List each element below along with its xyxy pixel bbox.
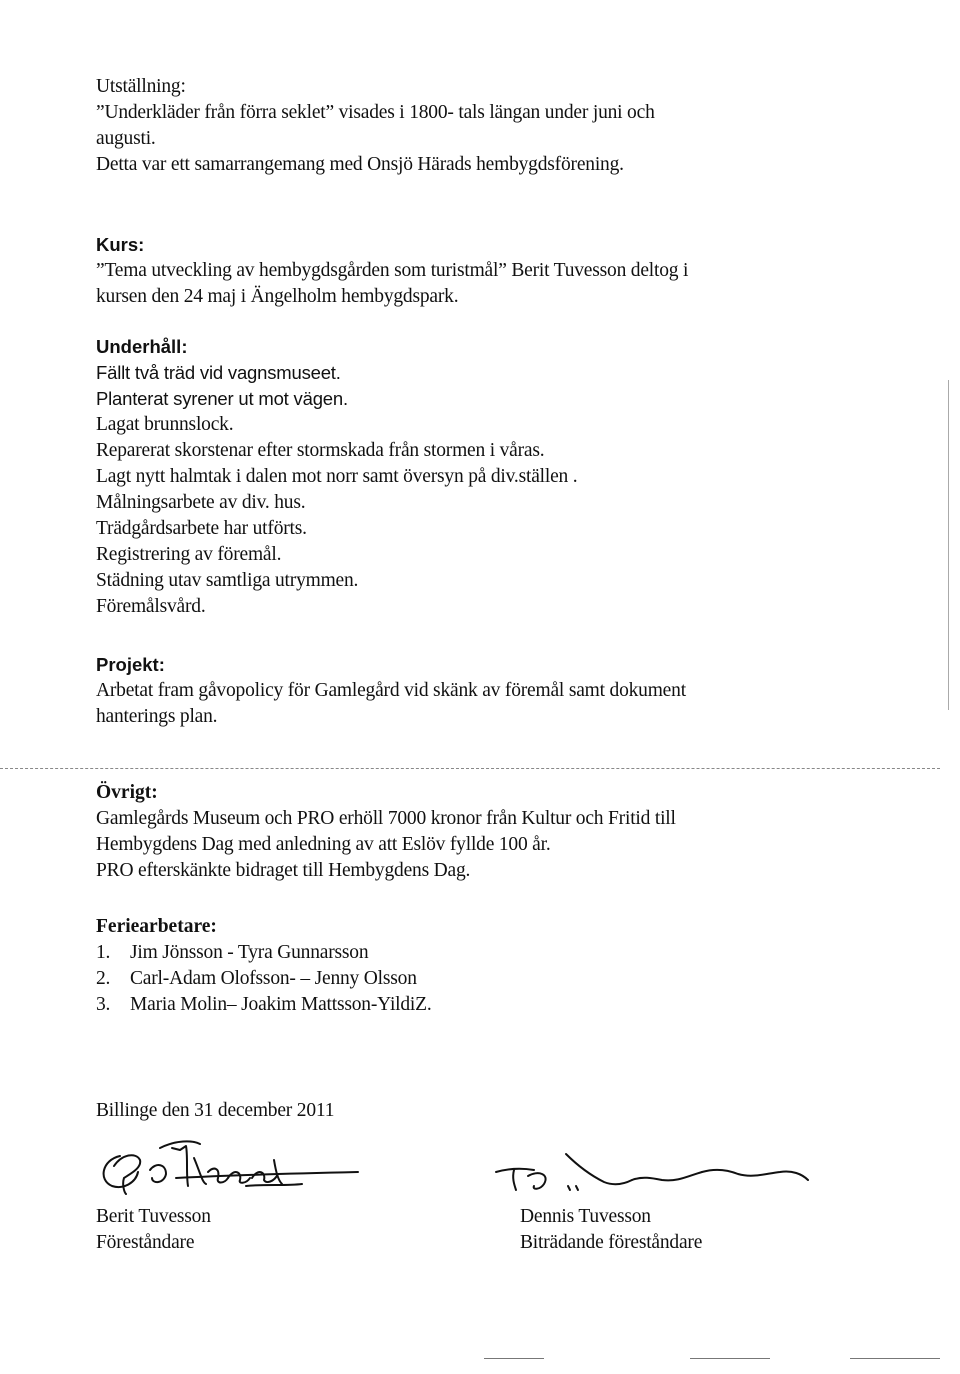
list-number: 2.	[96, 968, 111, 989]
project-heading: Projekt:	[96, 654, 165, 675]
maintenance-item: Föremålsvård.	[96, 596, 206, 617]
signatory-1-role: Föreståndare	[96, 1232, 195, 1253]
maintenance-item: Planterat syrener ut mot vägen.	[96, 388, 348, 409]
exhibition-line: Detta var ett samarrangemang med Onsjö Härads hembygdsförening.	[96, 154, 624, 175]
list-item	[96, 966, 816, 992]
other-line: Gamlegårds Museum och PRO erhöll 7000 kronor från Kultur och Fritid till	[96, 808, 676, 829]
other-section	[96, 780, 816, 884]
place-date: Billinge den 31 december 2011	[96, 1100, 335, 1121]
scan-divider-line	[0, 768, 940, 769]
maintenance-item: Lagt nytt halmtak i dalen mot norr samt översyn på div.ställen .	[96, 466, 578, 487]
course-section	[96, 232, 816, 310]
exhibition-heading: Utställning:	[96, 76, 186, 97]
list-text: Carl-Adam Olofsson- – Jenny Olsson	[130, 968, 417, 989]
signatory-2-block	[520, 1204, 702, 1256]
maintenance-item: Målningsarbete av div. hus.	[96, 492, 306, 513]
handwritten-signature-2	[482, 1150, 812, 1200]
course-line: kursen den 24 maj i Ängelholm hembygdspark.	[96, 286, 459, 307]
exhibition-line: augusti.	[96, 128, 156, 149]
maintenance-heading: Underhåll:	[96, 336, 188, 357]
scan-mark	[690, 1358, 770, 1359]
signatory-1-block	[96, 1204, 211, 1256]
list-number: 1.	[96, 942, 111, 963]
maintenance-section	[96, 334, 816, 620]
holiday-workers-heading: Feriearbetare:	[96, 916, 217, 937]
exhibition-section	[96, 74, 816, 178]
course-line: ”Tema utveckling av hembygdsgården som turistmål” Berit Tuvesson deltog i	[96, 260, 689, 281]
exhibition-line: ”Underkläder från förra seklet” visades i 1800- tals längan under juni och	[96, 102, 655, 123]
signatory-2-role: Biträdande föreståndare	[520, 1232, 703, 1253]
other-line: Hembygdens Dag med anledning av att Eslöv fyllde 100 år.	[96, 834, 551, 855]
handwritten-signature-1	[96, 1138, 366, 1200]
maintenance-item: Trädgårdsarbete har utförts.	[96, 518, 307, 539]
list-number: 3.	[96, 994, 111, 1015]
course-heading: Kurs:	[96, 234, 145, 255]
maintenance-item: Reparerat skorstenar efter stormskada från stormen i våras.	[96, 440, 545, 461]
list-item	[96, 992, 816, 1018]
list-text: Maria Molin– Joakim Mattsson-YildiZ.	[130, 994, 432, 1015]
scan-mark	[484, 1358, 544, 1359]
holiday-workers-section	[96, 914, 816, 1018]
other-heading: Övrigt:	[96, 782, 158, 803]
maintenance-item: Fällt två träd vid vagnsmuseet.	[96, 362, 341, 383]
signature-berit-tuvesson	[96, 1138, 366, 1200]
signatory-1-name: Berit Tuvesson	[96, 1206, 211, 1227]
project-line: hanterings plan.	[96, 706, 218, 727]
other-line: PRO efterskänkte bidraget till Hembygdens Dag.	[96, 860, 471, 881]
list-text: Jim Jönsson - Tyra Gunnarsson	[130, 942, 369, 963]
signatory-2-name: Dennis Tuvesson	[520, 1206, 651, 1227]
holiday-workers-list	[96, 940, 816, 1018]
project-section	[96, 652, 816, 730]
list-item	[96, 940, 816, 966]
place-date-block	[96, 1098, 816, 1124]
maintenance-item: Lagat brunnslock.	[96, 414, 234, 435]
maintenance-item: Städning utav samtliga utrymmen.	[96, 570, 359, 591]
scan-edge-line	[948, 380, 949, 710]
signature-dennis-tuvesson	[482, 1150, 812, 1200]
maintenance-item: Registrering av föremål.	[96, 544, 282, 565]
scan-mark	[850, 1358, 940, 1359]
project-line: Arbetat fram gåvopolicy för Gamlegård vid skänk av föremål samt dokument	[96, 680, 686, 701]
